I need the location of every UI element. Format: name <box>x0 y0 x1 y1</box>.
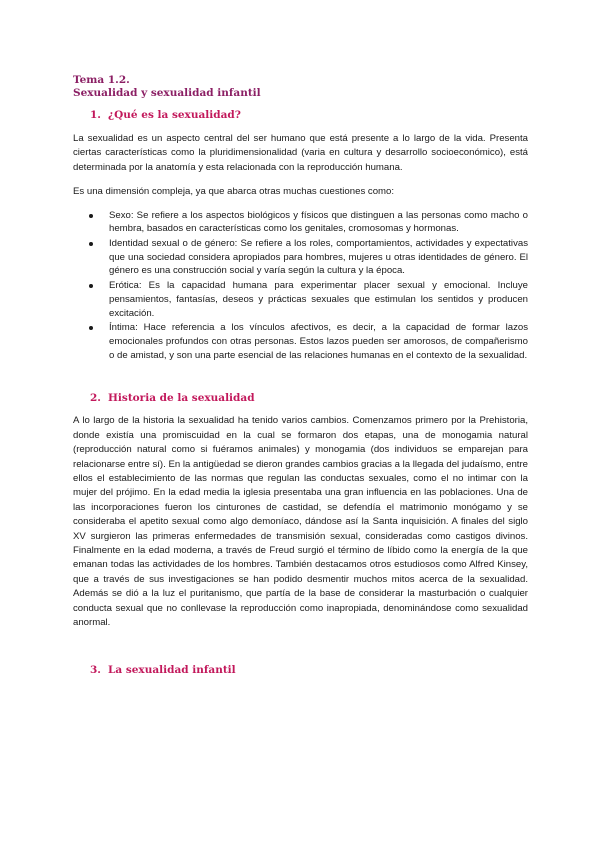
section-number: 3. <box>90 664 101 677</box>
section-title: Historia de la sexualidad <box>108 392 255 405</box>
section-number: 1. <box>90 109 101 121</box>
list-item <box>73 321 528 362</box>
document-title: Sexualidad y sexualidad infantil <box>73 87 261 99</box>
list-item <box>73 209 528 236</box>
section-heading-3 <box>73 664 528 677</box>
bullet-icon <box>89 326 93 330</box>
bullet-icon <box>89 214 93 218</box>
list-item <box>73 237 528 278</box>
section-title: ¿Qué es la sexualidad? <box>108 109 241 121</box>
list-item <box>73 279 528 320</box>
bullet-list <box>73 209 528 363</box>
paragraph: A lo largo de la historia la sexualidad ha tenido varios cambios. Comenzamos primero por la Prehistoria, donde existía una promiscuidad en la cual se formaron dos etapas, una de monogamia natural (reproducción natural como si fuéramos animales) y monogamia (dos individuos se emparejan para relacionarse entre sí). En la antigüedad se dieron grandes cambios gracias a la llegada del judaísmo, entre ellos el establecimiento de las normas que regulan las conductas sexuales, como el no intimar con la mujer del prójimo. En la edad media la iglesia presentaba una gran influencia en las poblaciones. Una de las incorporaciones fueron los cinturones de castidad, se defendía el matrimonio monógamo y se consideraba el apetito sexual como algo demoníaco, dándose así la Santa inquisición. A finales del siglo XV surgieron las primeras enfermedades de transmisión sexual, consideradas como castigos divinos. Finalmente en la edad moderna, a través de Freud surgió el término de líbido como la energía de la que emanan todas las actividades de los hombres. También destacamos otros estudiosos como Alfred Kinsey, que a través de sus investigaciones se han podido desmentir muchos mitos acerca de la sexualidad. Además se dió a la luz el puritanismo, que partía de la base de considerar la masturbación o cualquier conducta sexual que no conllevase la reproducción como inapropiada, denominándose como sexualidad anormal. <box>73 415 528 629</box>
section-heading-2 <box>73 392 528 405</box>
list-item-text: Sexo: Se refiere a los aspectos biológicos y físicos que distinguen a las personas como macho o hembra, basados en características como los genitales, cromosomas y hormonas. <box>109 209 528 235</box>
list-item-text: Identidad sexual o de género: Se refiere a los roles, comportamientos, actividades y expectativas que una sociedad considera apropiados para hombres, mujeres u otras identidades de género. El género es una construcción social y varía según la cultura y la época. <box>109 238 528 277</box>
section-number: 2. <box>90 392 101 405</box>
list-item-text: Erótica: Es la capacidad humana para experimentar placer sexual y emocional. Incluye pensamientos, fantasías, deseos y prácticas sexuales que estimulan los sentidos y producen excitación. <box>109 280 528 319</box>
list-item-text: Íntima: Hace referencia a los vínculos afectivos, es decir, a la capacidad de formar lazos emocionales profundos con otras personas. Estos lazos pueden ser amorosos, de compañerismo o de amistad, y son una parte esencial de las relaciones humanas en el contexto de la sexualidad. <box>109 322 528 361</box>
section-heading-1 <box>73 109 528 122</box>
bullet-icon <box>89 284 93 288</box>
paragraph: La sexualidad es un aspecto central del ser humano que está presente a lo largo de la vida. Presenta ciertas características como la pluridimensionalidad (varia en cultura y desarrollo socioeconómico), está determinada por la anatomía y esta relacionada con la reproducción humana. <box>73 133 528 173</box>
paragraph: Es una dimensión compleja, ya que abarca otras muchas cuestiones como: <box>73 186 395 198</box>
section-title: La sexualidad infantil <box>108 664 236 677</box>
bullet-icon <box>89 242 93 246</box>
document-content <box>73 74 528 677</box>
topic-label: Tema 1.2. <box>73 74 130 86</box>
